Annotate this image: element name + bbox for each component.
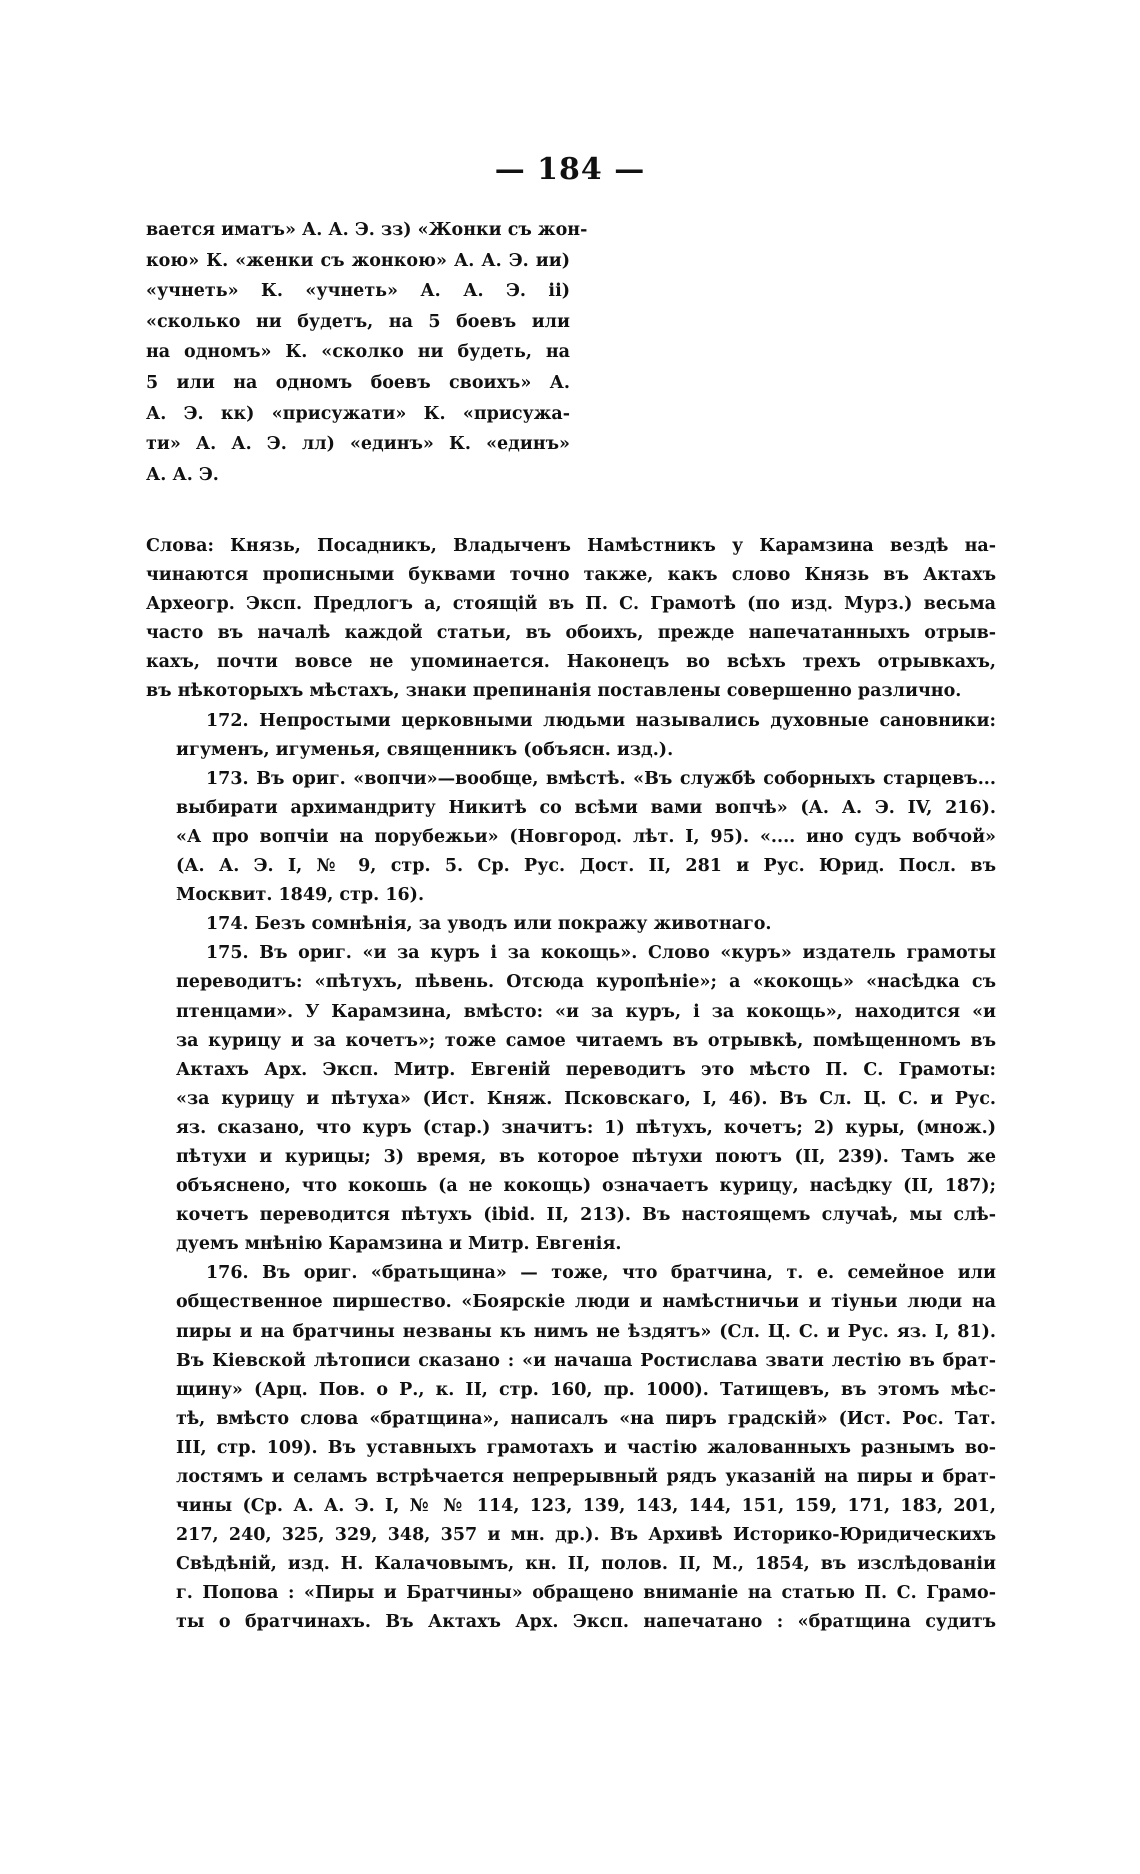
page-number: — 184 — (494, 152, 646, 187)
footnote-line: ти» А. А. Э. лл) «единъ» К. «единъ» (146, 434, 570, 455)
text-line: общественное пиршество. «Боярскіе люди и намѣстничьи и тіуньи люди на (176, 1292, 996, 1313)
text-line: кочетъ переводится пѣтухъ (ibid. II, 213). Въ настоящемъ случаѣ, мы слѣ- (176, 1205, 996, 1226)
footnote-line: А. Э. кк) «присужати» К. «присужа- (146, 403, 570, 424)
text-line: объяснено, что кокошь (а не кокощь) означаетъ курицу, насѣдку (II, 187); (176, 1176, 996, 1197)
text-line: лостямъ и селамъ встрѣчается непрерывный рядъ указаній на пиры и брат- (176, 1467, 996, 1487)
text-line: въ нѣкоторыхъ мѣстахъ, знаки препинанія поставлены совершенно различно. (146, 681, 962, 702)
text-line: 175. Въ ориг. «и за куръ і за кокощь». Слово «куръ» издатель грамоты (206, 943, 996, 964)
footnote-column (146, 215, 588, 490)
text-line: 172. Непростыми церковными людьми назывались духовные сановники: (206, 710, 996, 731)
text-line: Археогр. Эксп. Предлогъ а, стоящій въ П. С. Грамотѣ (по изд. Мурз.) весьма (146, 594, 996, 615)
footnote-line: на одномъ» К. «сколко ни будеть, на (146, 342, 570, 363)
commentary-paragraph-172 (146, 707, 996, 765)
text-line: Свѣдѣній, изд. Н. Калачовымъ, кн. II, полов. II, М., 1854, въ изслѣдованіи (176, 1554, 996, 1575)
text-line: часто въ началѣ каждой статьи, въ обоихъ, прежде напечатанныхъ отрыв- (146, 623, 996, 644)
footnote-line: «сколько ни будетъ, на 5 боевъ или (146, 311, 570, 332)
footnote-line: «учнеть» К. «учнеть» А. А. Э. іі) (146, 281, 570, 302)
text-line: выбирати архимандриту Никитѣ со всѣми вами вопчѣ» (А. А. Э. IV, 216). (176, 797, 996, 818)
commentary-body (146, 532, 996, 1638)
text-line: тѣ, вмѣсто слова «братщина», написалъ «на пиръ градскій» (Ист. Рос. Тат. (176, 1408, 996, 1429)
text-line: чины (Ср. А. А. Э. I, № № 114, 123, 139, 143, 144, 151, 159, 171, 183, 201, (176, 1496, 996, 1517)
text-line: «за курицу и пѣтуха» (Ист. Княж. Псковскаго, I, 46). Въ Сл. Ц. С. и Рус. (176, 1088, 996, 1109)
text-line: дуемъ мнѣнію Карамзина и Митр. Евгенія. (176, 1234, 622, 1255)
text-line: птенцами». У Карамзина, вмѣсто: «и за куръ, і за кокощь», находится «и (176, 1001, 996, 1022)
text-line: 174. Безъ сомнѣнія, за уводъ или покражу животнаго. (206, 914, 772, 935)
footnote-line: кою» К. «женки съ жонкою» А. А. Э. ии) (146, 250, 570, 271)
text-line: Актахъ Арх. Эксп. Митр. Евгеній переводитъ это мѣсто П. С. Грамоты: (176, 1059, 996, 1080)
text-line: переводитъ: «пѣтухъ, пѣвень. Отсюда куропѣніе»; а «кокощь» «насѣдка съ (176, 972, 996, 993)
commentary-paragraph-intro (146, 532, 996, 707)
text-line: (А. А. Э. I, № 9, стр. 5. Ср. Рус. Дост. II, 281 и Рус. Юрид. Посл. въ (176, 856, 996, 877)
text-line: яз. сказано, что куръ (стар.) значитъ: 1) пѣтухъ, кочетъ; 2) куры, (множ.) (176, 1117, 996, 1138)
commentary-paragraph-173 (146, 765, 996, 910)
text-line: «А про вопчіи на порубежьи» (Новгород. лѣт. I, 95). «.... ино судъ вобчой» (176, 826, 996, 847)
text-line: 176. Въ ориг. «братьщина» — тоже, что братчина, т. е. семейное или (206, 1263, 996, 1284)
footnote-line: 5 или на одномъ боевъ своихъ» А. (146, 372, 570, 393)
text-line: Москвит. 1849, стр. 16). (176, 885, 425, 906)
text-line: Слова: Князь, Посадникъ, Владыченъ Намѣстникъ у Карамзина вездѣ на- (146, 536, 996, 556)
commentary-paragraph-175 (146, 939, 996, 1259)
commentary-paragraph-176 (146, 1259, 996, 1637)
footnote-line: вается иматъ» А. А. Э. зз) «Жонки съ жон- (146, 220, 588, 240)
text-line: игуменъ, игуменья, священникъ (объясн. изд.). (176, 739, 674, 760)
text-line: щину» (Арц. Пов. о Р., к. II, стр. 160, пр. 1000). Татищевъ, въ этомъ мѣс- (176, 1379, 996, 1400)
text-line: г. Попова : «Пиры и Братчины» обращено вниманіе на статью П. С. Грамо- (176, 1583, 996, 1604)
text-line: за курицу и за кочетъ»; тоже самое читаемъ въ отрывкѣ, помѣщенномъ въ (176, 1030, 996, 1051)
text-line: пиры и на братчины незваны къ нимъ не ѣздятъ» (Сл. Ц. С. и Рус. яз. I, 81). (176, 1321, 996, 1342)
text-line: чинаются прописными буквами точно также, какъ слово Князь въ Актахъ (146, 565, 996, 586)
footnote-line: А. А. Э. (146, 464, 219, 485)
text-line: Въ Кіевской лѣтописи сказано : «и начаша Ростислава звати лестію въ брат- (176, 1350, 996, 1371)
text-line: III, стр. 109). Въ уставныхъ грамотахъ и частію жалованныхъ разнымъ во- (176, 1437, 996, 1458)
text-line: 173. Въ ориг. «вопчи»—вообще, вмѣстѣ. «Въ службѣ соборныхъ старцевъ... (206, 768, 996, 789)
text-line: 217, 240, 325, 329, 348, 357 и мн. др.). Въ Архивѣ Историко-Юридическихъ (176, 1525, 996, 1546)
text-line: кахъ, почти вовсе не упоминается. Наконецъ во всѣхъ трехъ отрывкахъ, (146, 652, 996, 673)
commentary-paragraph-174 (146, 910, 996, 939)
text-line: пѣтухи и курицы; 3) время, въ которое пѣтухи поютъ (II, 239). Тамъ же (176, 1146, 996, 1167)
text-line: ты о братчинахъ. Въ Актахъ Арх. Эксп. напечатано : «братщина судитъ (176, 1612, 996, 1633)
